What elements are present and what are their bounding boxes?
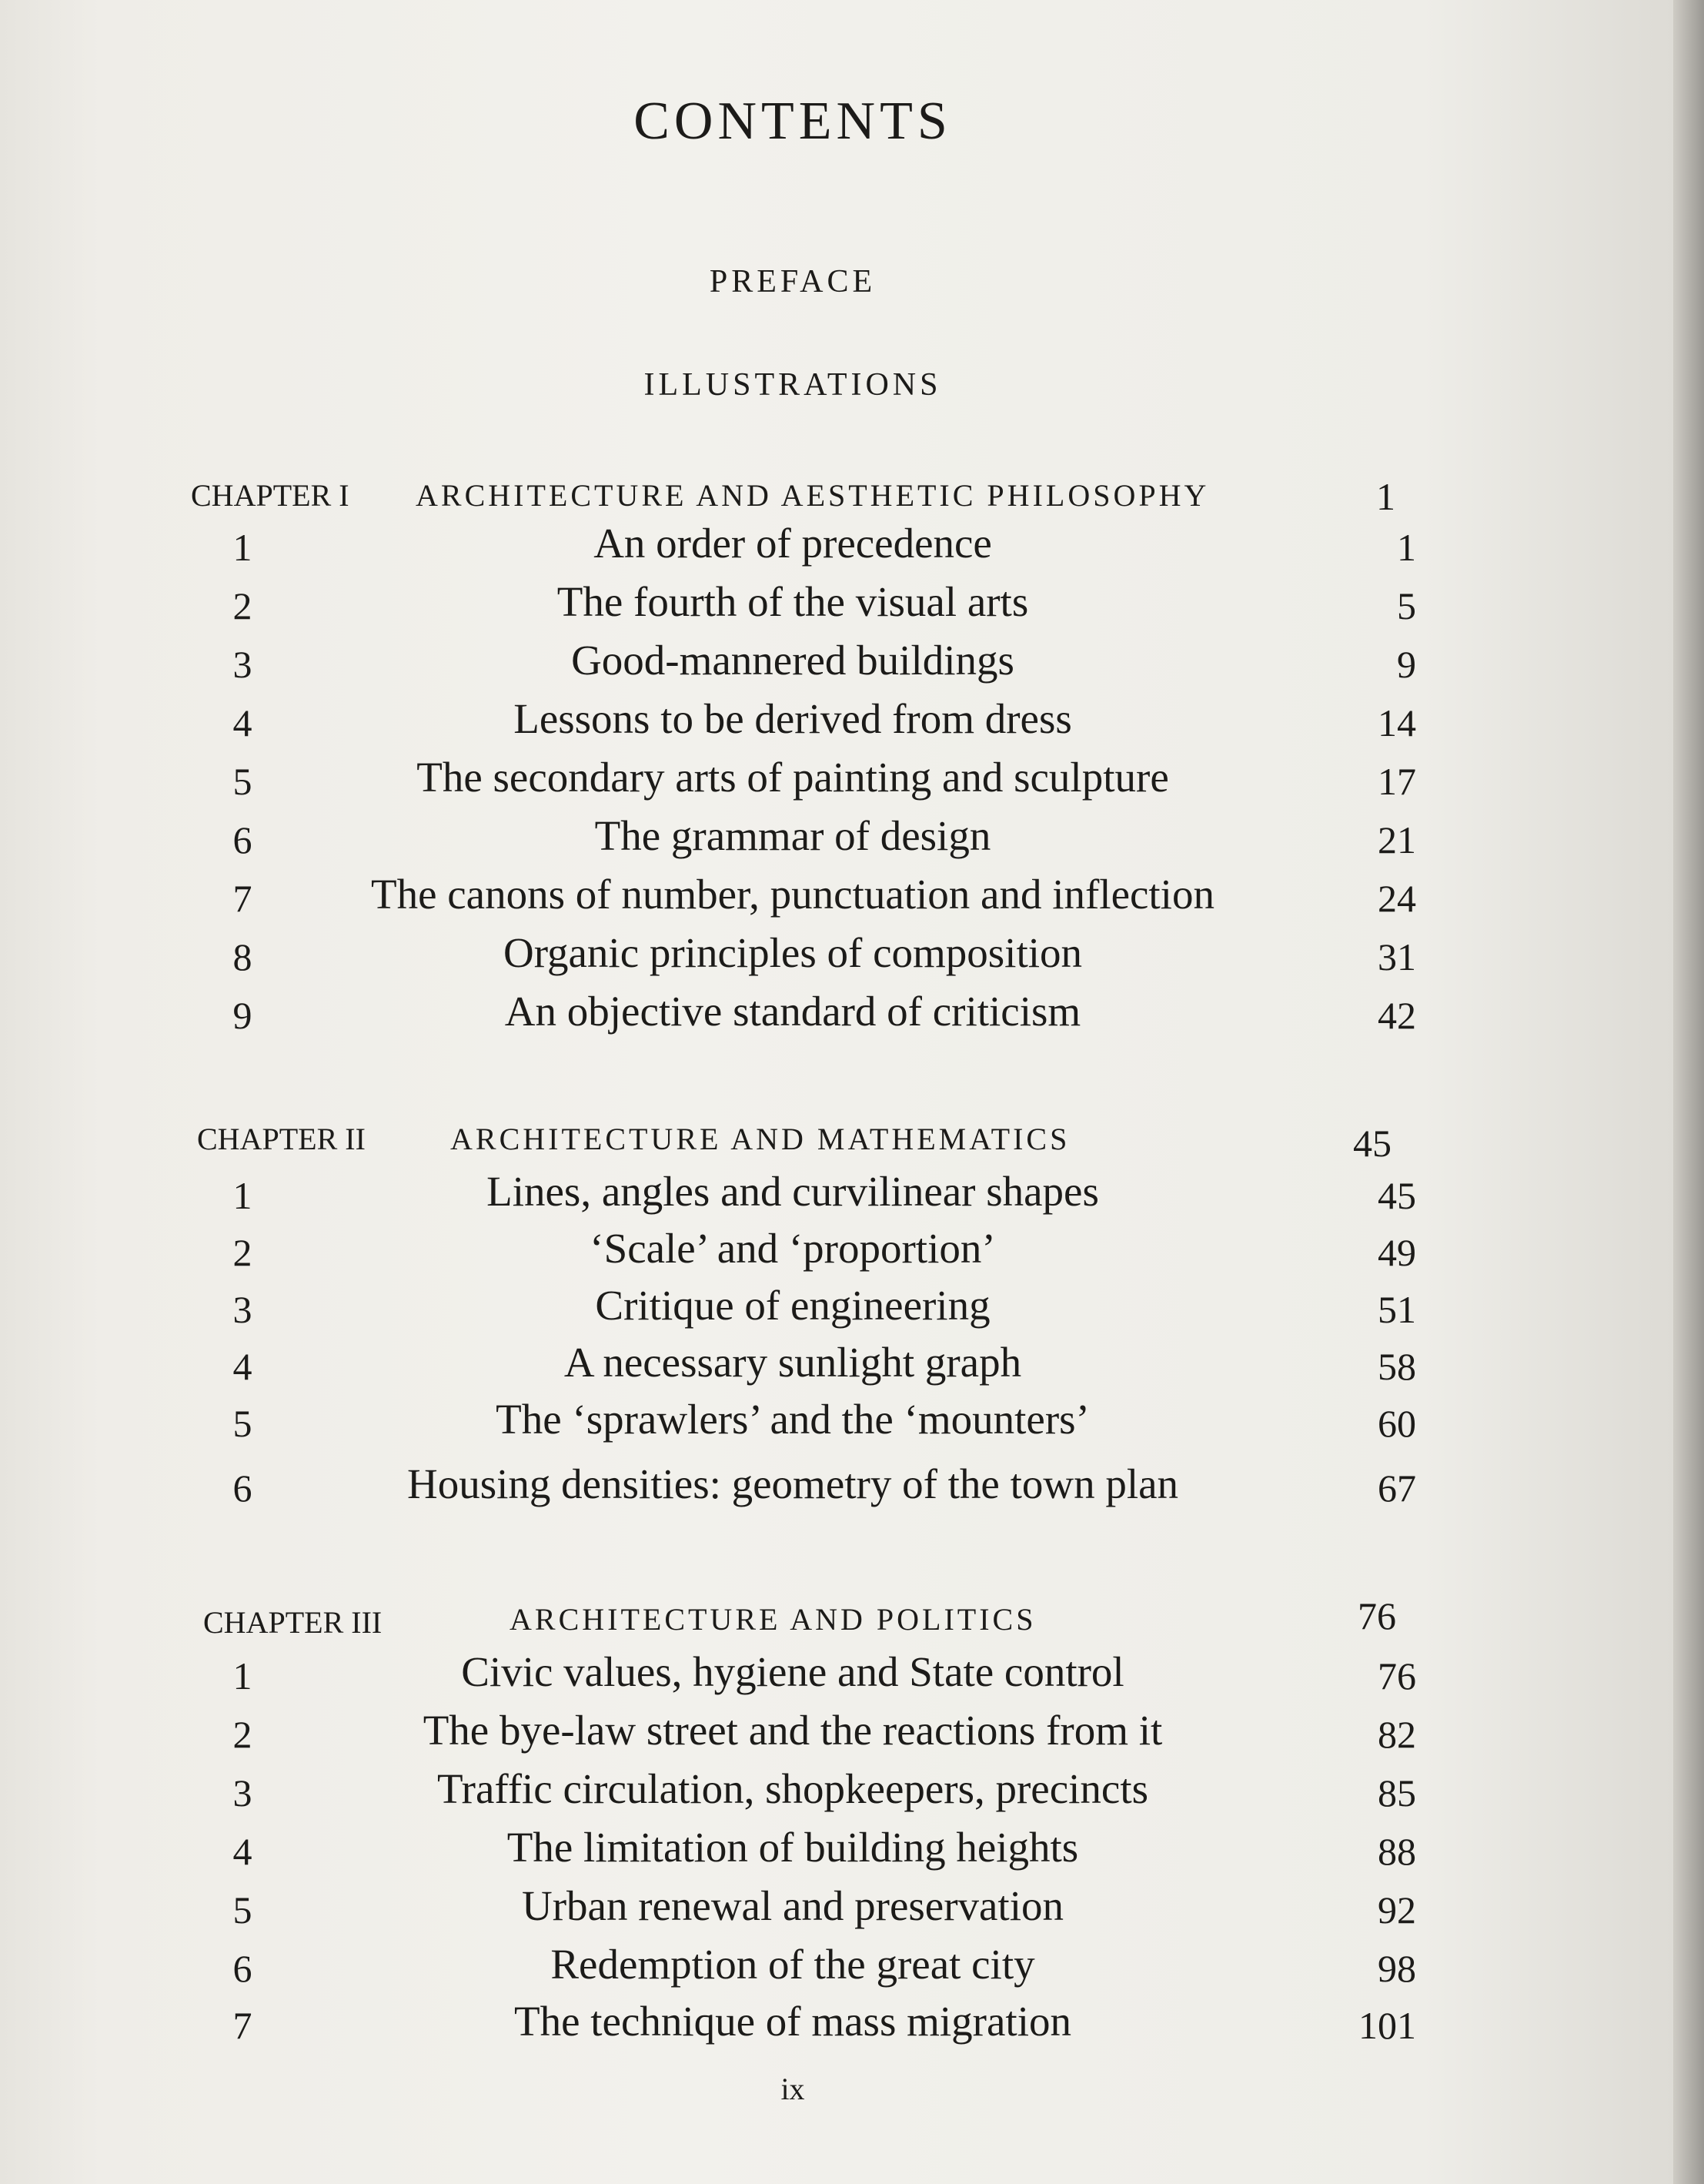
section-title: The secondary arts of painting and sculpture <box>416 754 1169 801</box>
chapter-title: ARCHITECTURE AND MATHEMATICS <box>450 1122 1071 1156</box>
section-title: The limitation of building heights <box>506 1824 1079 1871</box>
chapter-title: ARCHITECTURE AND POLITICS <box>510 1602 1037 1637</box>
section-number: 2 <box>232 584 252 627</box>
section-title: Traffic circulation, shopkeepers, precincts <box>436 1765 1149 1812</box>
section-page: 49 <box>1378 1231 1416 1274</box>
section-title: Lines, angles and curvilinear shapes <box>486 1168 1099 1215</box>
section-entry <box>0 928 1673 987</box>
section-title: Housing densities: geometry of the town plan <box>406 1460 1179 1507</box>
chapter-page: 76 <box>1358 1594 1396 1637</box>
section-number: 4 <box>232 701 252 744</box>
section-title: The canons of number, punctuation and inflection <box>371 871 1215 918</box>
section-entry <box>0 1823 1673 1881</box>
section-entry <box>0 694 1673 753</box>
front-matter-illustrations: ILLUSTRATIONS <box>643 367 942 403</box>
section-title: The grammar of design <box>594 812 991 859</box>
section-entry <box>0 577 1673 636</box>
section-page: 82 <box>1378 1713 1416 1756</box>
section-title: The ‘sprawlers’ and the ‘mounters’ <box>496 1396 1090 1443</box>
section-title: Critique of engineering <box>595 1282 991 1329</box>
section-title: Organic principles of composition <box>503 929 1083 976</box>
section-page: 17 <box>1378 760 1416 803</box>
section-title: Urban renewal and preservation <box>522 1882 1064 1929</box>
section-page: 51 <box>1378 1288 1416 1331</box>
section-entry <box>0 1997 1673 2055</box>
section-title: ‘Scale’ and ‘proportion’ <box>590 1225 996 1272</box>
chapter-page: 45 <box>1353 1122 1392 1165</box>
section-number: 7 <box>232 877 252 920</box>
section-number: 6 <box>232 1467 252 1510</box>
section-number: 6 <box>232 1947 252 1990</box>
section-title: An order of precedence <box>593 520 992 567</box>
section-number: 8 <box>232 935 252 978</box>
section-entry <box>0 1706 1673 1764</box>
section-page: 98 <box>1378 1947 1416 1990</box>
front-matter-preface: PREFACE <box>709 264 877 299</box>
section-title: The bye-law street and the reactions from it <box>423 1707 1163 1754</box>
section-entry <box>0 1281 1673 1339</box>
section-title: Civic values, hygiene and State control <box>461 1648 1124 1695</box>
section-title: Redemption of the great city <box>550 1941 1035 1988</box>
section-page: 92 <box>1378 1888 1416 1931</box>
section-entry <box>0 1167 1673 1226</box>
section-number: 9 <box>232 994 252 1037</box>
section-number: 5 <box>232 1402 252 1445</box>
section-number: 3 <box>232 1288 252 1331</box>
section-page: 14 <box>1378 701 1416 744</box>
section-page: 101 <box>1358 2004 1416 2047</box>
section-page: 21 <box>1378 818 1416 861</box>
section-number: 3 <box>232 1771 252 1814</box>
chapter-label: CHAPTER III <box>203 1605 383 1640</box>
section-page: 24 <box>1378 877 1416 920</box>
section-number: 2 <box>232 1713 252 1756</box>
section-page: 42 <box>1378 994 1416 1037</box>
section-title: Good-mannered buildings <box>571 637 1014 684</box>
chapter-page: 1 <box>1376 475 1395 518</box>
section-title: The technique of mass migration <box>514 1998 1071 2045</box>
section-entry <box>0 1224 1673 1283</box>
section-number: 4 <box>232 1830 252 1873</box>
section-number: 5 <box>232 760 252 803</box>
section-entry <box>0 987 1673 1045</box>
page-edge-shadow <box>1673 0 1704 2184</box>
section-entry <box>0 1460 1673 1518</box>
section-number: 5 <box>232 1888 252 1931</box>
section-entry <box>0 1395 1673 1453</box>
section-page: 31 <box>1378 935 1416 978</box>
section-entry <box>0 1764 1673 1823</box>
section-entry <box>0 753 1673 811</box>
section-entry <box>0 1881 1673 1940</box>
section-entry <box>0 519 1673 577</box>
section-page: 85 <box>1378 1771 1416 1814</box>
section-number: 3 <box>232 643 252 686</box>
section-page: 60 <box>1378 1402 1416 1445</box>
section-number: 1 <box>232 526 252 569</box>
section-entry <box>0 1940 1673 1998</box>
section-number: 1 <box>232 1174 252 1217</box>
section-page: 5 <box>1397 584 1416 627</box>
section-entry <box>0 636 1673 694</box>
section-page: 76 <box>1378 1654 1416 1697</box>
section-page: 45 <box>1378 1174 1416 1217</box>
section-page: 58 <box>1378 1345 1416 1388</box>
chapter-label: CHAPTER II <box>197 1122 366 1156</box>
section-title: The fourth of the visual arts <box>556 578 1029 625</box>
section-number: 4 <box>232 1345 252 1388</box>
section-title: An objective standard of criticism <box>504 988 1081 1035</box>
section-number: 6 <box>232 818 252 861</box>
section-page: 88 <box>1378 1830 1416 1873</box>
section-number: 2 <box>232 1231 252 1274</box>
section-number: 7 <box>232 2004 252 2047</box>
chapter-title: ARCHITECTURE AND AESTHETIC PHILOSOPHY <box>416 478 1210 513</box>
chapter-label: CHAPTER I <box>191 478 349 513</box>
section-entry <box>0 811 1673 870</box>
section-entry <box>0 1338 1673 1396</box>
section-entry <box>0 870 1673 928</box>
section-title: A necessary sunlight graph <box>563 1339 1022 1386</box>
page-title: CONTENTS <box>633 92 952 151</box>
section-page: 67 <box>1378 1467 1416 1510</box>
section-number: 1 <box>232 1654 252 1697</box>
page-number: ix <box>780 2072 805 2106</box>
section-entry <box>0 1647 1673 1706</box>
section-page: 9 <box>1397 643 1416 686</box>
section-page: 1 <box>1397 526 1416 569</box>
section-title: Lessons to be derived from dress <box>513 695 1072 742</box>
